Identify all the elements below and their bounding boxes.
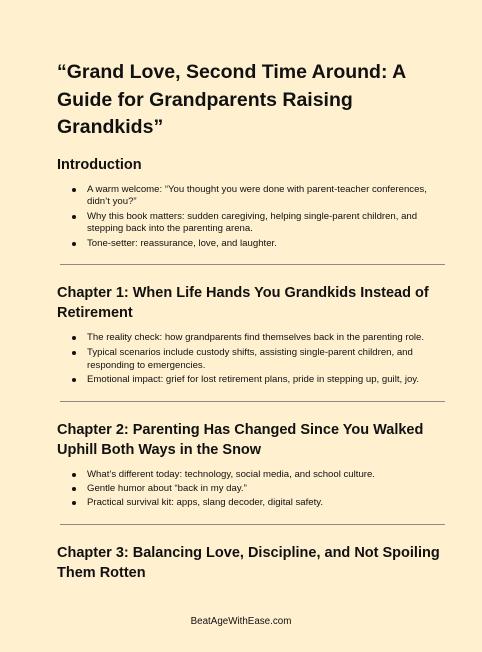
list-item: Emotional impact: grief for lost retirement plans, pride in stepping up, guilt, joy. [85,374,445,387]
list-item: Practical survival kit: apps, slang decoder, digital safety. [85,497,445,510]
section-chapter-1 [57,283,445,386]
list-item: The reality check: how grandparents find themselves back in the parenting role. [85,332,445,345]
list-item: Gentle humor about “back in my day.” [85,483,445,496]
list-item: Tone-setter: reassurance, love, and laughter. [85,238,445,251]
document-title: “Grand Love, Second Time Around: A Guide for Grandparents Raising Grandkids” [57,61,406,138]
section-chapter-3 [57,543,445,583]
section-divider [60,264,445,265]
bullet-list [57,332,445,386]
list-item: A warm welcome: “You thought you were done with parent-teacher conferences, didn’t you?” [85,184,445,210]
footer-website: BeatAgeWithEase.com [190,616,292,627]
section-heading: Chapter 1: When Life Hands You Grandkids Instead of Retirement [57,285,429,322]
section-divider [60,524,445,525]
section-introduction [57,155,445,251]
section-heading: Chapter 3: Balancing Love, Discipline, and Not Spoiling Them Rotten [57,545,440,582]
list-item: Why this book matters: sudden caregiving, helping single-parent children, and stepping back into the parenting arena. [85,211,445,237]
list-item: Typical scenarios include custody shifts, assisting single-parent children, and responding to emergencies. [85,347,445,373]
bullet-list [57,469,445,510]
section-heading: Introduction [57,156,142,173]
document-page [57,59,445,592]
section-heading: Chapter 2: Parenting Has Changed Since You Walked Uphill Both Ways in the Snow [57,421,424,458]
section-divider [60,401,445,402]
bullet-list [57,184,445,251]
section-chapter-2 [57,420,445,510]
list-item: What’s different today: technology, social media, and school culture. [85,469,445,482]
